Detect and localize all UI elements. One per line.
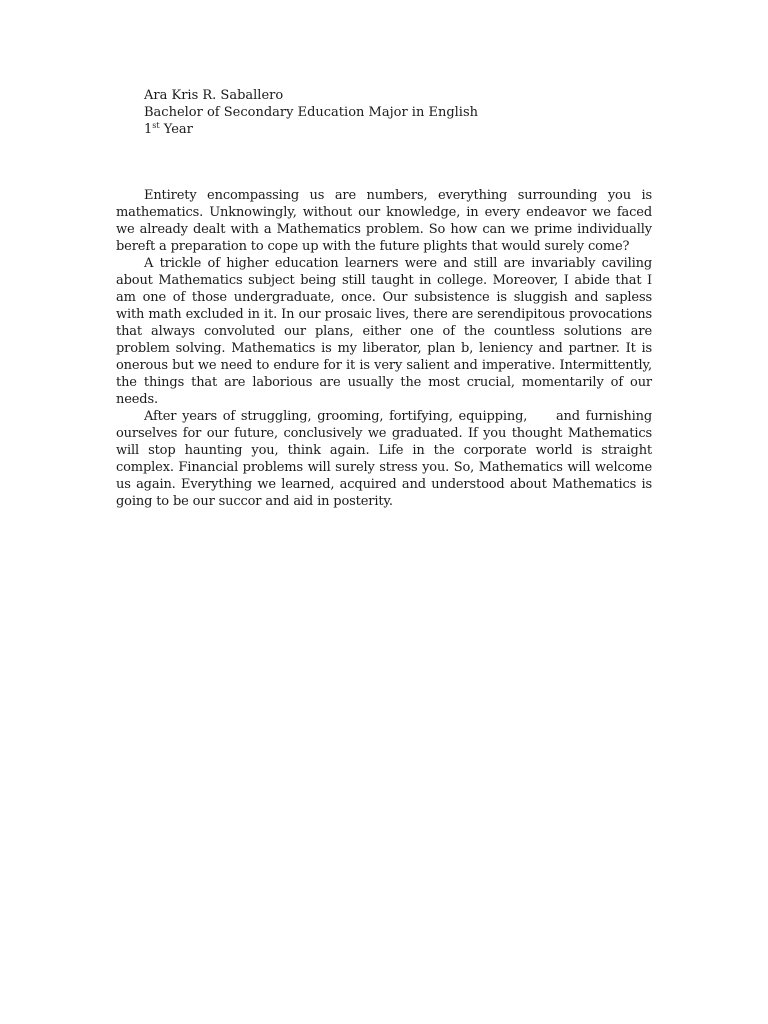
- paragraph-2: A trickle of higher education learners were and still are invariably caviling about Mathematics subject being still taught in college. Moreover, I abide that I am one of those undergraduate, once. Our subsistence is sluggish and sapless with math excluded in it. In our prosaic lives, there are serendipitous provocations that always convoluted our plans, either one of the countless solutions are problem solving. Mathematics is my liberator, plan b, leniency and partner. It is onerous but we need to endure for it is very salient and imperative. Intermittently, the things that are laborious are usually the most crucial, momentarily of our needs.: [116, 256, 652, 407]
- author-name: Ara Kris R. Saballero: [144, 88, 284, 103]
- paragraph-1: Entirety encompassing us are numbers, everything surrounding you is mathematics. Unknowingly, without our knowledge, in every endeavor we faced we already dealt with a Mathematics problem. So how can we prime individually bereft a preparation to cope up with the future plights that would surely come?: [116, 188, 652, 254]
- paragraph-3: After years of struggling, grooming, fortifying, equipping, and furnishing ourselves for our future, conclusively we graduated. If you thought Mathematics will stop haunting you, think again. Life in the corporate world is straight complex. Financial problems will surely stress you. So, Mathematics will welcome us again. Everything we learned, acquired and understood about Mathematics is going to be our succor and aid in posterity.: [116, 409, 656, 509]
- degree-program: Bachelor of Secondary Education Major in English: [144, 105, 478, 120]
- year-ordinal-suffix: st: [152, 121, 160, 130]
- essay-body: [116, 187, 656, 510]
- document-header: [144, 87, 664, 138]
- year-word: Year: [159, 122, 193, 137]
- year-level: [144, 121, 664, 138]
- year-number: 1: [144, 122, 153, 137]
